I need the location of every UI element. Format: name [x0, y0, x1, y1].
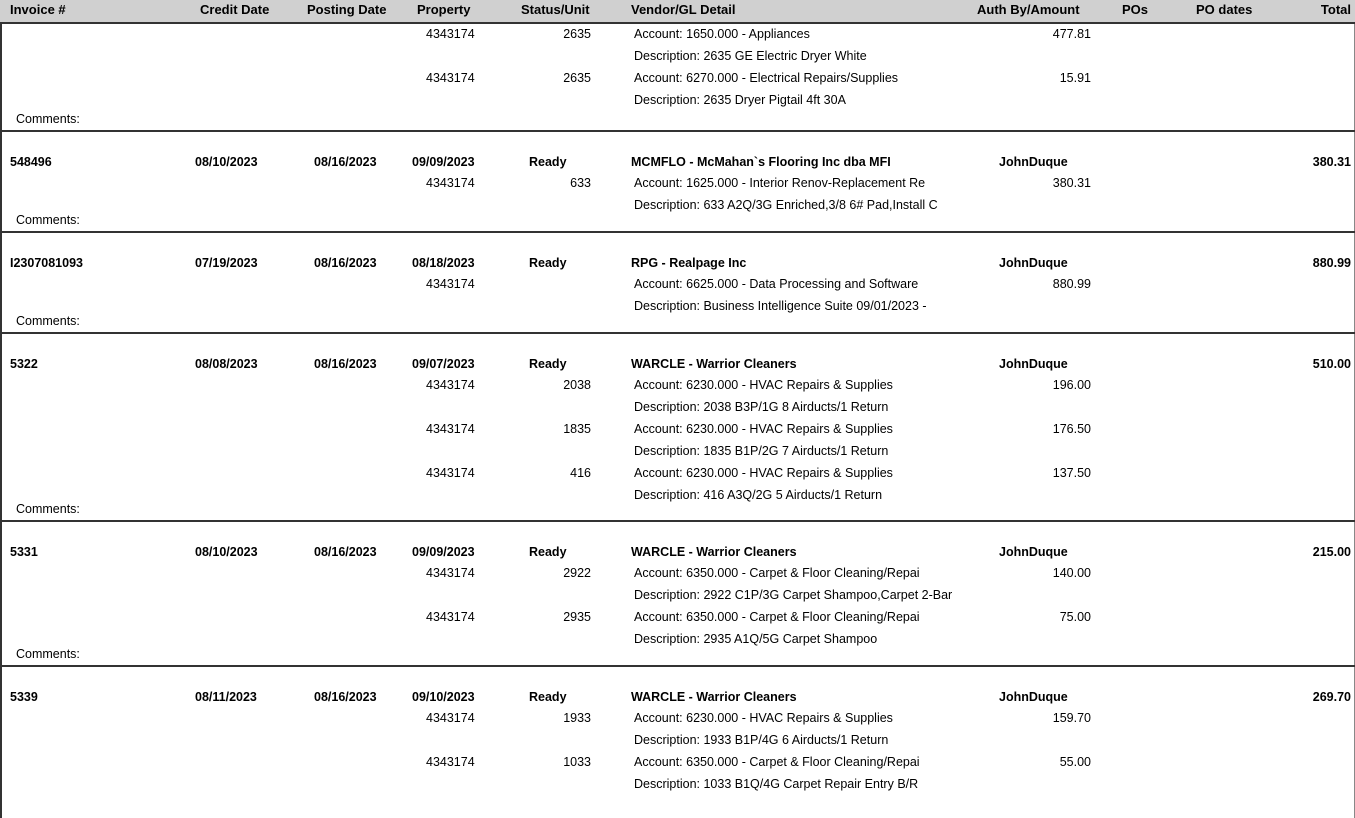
line-account: Account: 1625.000 - Interior Renov-Replacement Re	[634, 176, 926, 190]
line-account: Account: 6350.000 - Carpet & Floor Cleaning/Repai	[634, 610, 920, 624]
line-description: Description: 2922 C1P/3G Carpet Shampoo,Carpet 2-Bar	[634, 588, 953, 602]
vendor: RPG - Realpage Inc	[631, 256, 747, 270]
line-amount: 15.91	[1059, 71, 1091, 85]
status: Ready	[529, 545, 567, 559]
group-separator	[0, 231, 1355, 233]
line-description: Description: 1933 B1P/4G 6 Airducts/1 Return	[634, 733, 889, 747]
comments-label: Comments:	[16, 502, 80, 516]
line-unit: 2935	[563, 610, 591, 624]
group-separator	[0, 130, 1355, 132]
status: Ready	[529, 256, 567, 270]
invoice-number: 5339	[10, 690, 38, 704]
invoice-number: 548496	[10, 155, 52, 169]
line-unit: 2635	[563, 27, 591, 41]
line-description: Description: Business Intelligence Suite 09/01/2023 -	[634, 299, 927, 313]
line-amount: 196.00	[1052, 378, 1091, 392]
line-unit: 2038	[563, 378, 591, 392]
comments-label: Comments:	[16, 112, 80, 126]
invoice-total: 269.70	[1312, 690, 1351, 704]
col-posting-date: Posting Date	[307, 2, 387, 17]
line-description: Description: 2635 Dryer Pigtail 4ft 30A	[634, 93, 846, 107]
invoice-total: 215.00	[1312, 545, 1351, 559]
line-unit: 1835	[563, 422, 591, 436]
col-property: Property	[417, 2, 471, 17]
invoice-number: I2307081093	[10, 256, 83, 270]
line-unit: 416	[570, 466, 591, 480]
invoice-total: 880.99	[1312, 256, 1351, 270]
comments-label: Comments:	[16, 647, 80, 661]
due-date: 09/09/2023	[412, 155, 475, 169]
credit-date: 08/08/2023	[195, 357, 258, 371]
line-property: 4343174	[426, 422, 475, 436]
comments-label: Comments:	[16, 213, 80, 227]
auth-by: JohnDuque	[999, 256, 1068, 270]
line-description: Description: 2635 GE Electric Dryer White	[634, 49, 867, 63]
col-invoice: Invoice #	[10, 2, 66, 17]
line-unit: 1933	[563, 711, 591, 725]
invoice-number: 5331	[10, 545, 38, 559]
posting-date: 08/16/2023	[314, 690, 377, 704]
line-description: Description: 633 A2Q/3G Enriched,3/8 6# Pad,Install C	[634, 198, 938, 212]
line-description: Description: 2935 A1Q/5G Carpet Shampoo	[634, 632, 878, 646]
line-unit: 633	[570, 176, 591, 190]
line-unit: 1033	[563, 755, 591, 769]
line-amount: 75.00	[1059, 610, 1091, 624]
line-account: Account: 6350.000 - Carpet & Floor Cleaning/Repai	[634, 755, 920, 769]
line-amount: 380.31	[1052, 176, 1091, 190]
status: Ready	[529, 155, 567, 169]
line-unit: 2922	[563, 566, 591, 580]
column-header-bar	[0, 0, 1355, 24]
auth-by: JohnDuque	[999, 545, 1068, 559]
credit-date: 07/19/2023	[195, 256, 258, 270]
credit-date: 08/10/2023	[195, 545, 258, 559]
line-account: Account: 6625.000 - Data Processing and Software	[634, 277, 919, 291]
invoice-number: 5322	[10, 357, 38, 371]
col-po-dates: PO dates	[1196, 2, 1253, 17]
line-account: Account: 6230.000 - HVAC Repairs & Supplies	[634, 422, 893, 436]
posting-date: 08/16/2023	[314, 545, 377, 559]
due-date: 09/09/2023	[412, 545, 475, 559]
line-amount: 159.70	[1052, 711, 1091, 725]
group-separator	[0, 520, 1355, 522]
group-separator	[0, 332, 1355, 334]
status: Ready	[529, 357, 567, 371]
due-date: 09/10/2023	[412, 690, 475, 704]
line-description: Description: 2038 B3P/1G 8 Airducts/1 Return	[634, 400, 889, 414]
line-account: Account: 1650.000 - Appliances	[634, 27, 810, 41]
line-description: Description: 416 A3Q/2G 5 Airducts/1 Return	[634, 488, 883, 502]
line-property: 4343174	[426, 277, 475, 291]
col-credit-date: Credit Date	[200, 2, 270, 17]
col-status-unit: Status/Unit	[521, 2, 590, 17]
col-auth-amount: Auth By/Amount	[977, 2, 1080, 17]
auth-by: JohnDuque	[999, 357, 1068, 371]
auth-by: JohnDuque	[999, 155, 1068, 169]
vendor: WARCLE - Warrior Cleaners	[631, 690, 797, 704]
line-property: 4343174	[426, 755, 475, 769]
vendor: WARCLE - Warrior Cleaners	[631, 545, 797, 559]
posting-date: 08/16/2023	[314, 155, 377, 169]
line-amount: 137.50	[1052, 466, 1091, 480]
group-separator	[0, 665, 1355, 667]
vendor: WARCLE - Warrior Cleaners	[631, 357, 797, 371]
line-account: Account: 6270.000 - Electrical Repairs/Supplies	[634, 71, 899, 85]
comments-label: Comments:	[16, 314, 80, 328]
col-pos: POs	[1122, 2, 1149, 17]
line-property: 4343174	[426, 71, 475, 85]
posting-date: 08/16/2023	[314, 357, 377, 371]
vendor: MCMFLO - McMahan`s Flooring Inc dba MFI	[631, 155, 891, 169]
line-property: 4343174	[426, 176, 475, 190]
line-account: Account: 6230.000 - HVAC Repairs & Supplies	[634, 378, 893, 392]
line-description: Description: 1033 B1Q/4G Carpet Repair Entry B/R	[634, 777, 919, 791]
line-amount: 880.99	[1052, 277, 1091, 291]
invoice-total: 510.00	[1312, 357, 1351, 371]
line-property: 4343174	[426, 466, 475, 480]
line-property: 4343174	[426, 27, 475, 41]
line-property: 4343174	[426, 378, 475, 392]
posting-date: 08/16/2023	[314, 256, 377, 270]
line-account: Account: 6230.000 - HVAC Repairs & Supplies	[634, 711, 893, 725]
line-amount: 55.00	[1059, 755, 1091, 769]
line-unit: 2635	[563, 71, 591, 85]
col-total: Total	[1320, 2, 1351, 17]
status: Ready	[529, 690, 567, 704]
line-property: 4343174	[426, 566, 475, 580]
line-property: 4343174	[426, 711, 475, 725]
col-vendor-gl: Vendor/GL Detail	[631, 2, 736, 17]
line-account: Account: 6350.000 - Carpet & Floor Cleaning/Repai	[634, 566, 920, 580]
line-amount: 477.81	[1052, 27, 1091, 41]
line-description: Description: 1835 B1P/2G 7 Airducts/1 Return	[634, 444, 889, 458]
line-property: 4343174	[426, 610, 475, 624]
due-date: 09/07/2023	[412, 357, 475, 371]
left-border	[0, 24, 2, 818]
line-amount: 176.50	[1052, 422, 1091, 436]
line-account: Account: 6230.000 - HVAC Repairs & Supplies	[634, 466, 893, 480]
credit-date: 08/11/2023	[195, 690, 257, 704]
invoice-total: 380.31	[1312, 155, 1351, 169]
credit-date: 08/10/2023	[195, 155, 258, 169]
auth-by: JohnDuque	[999, 690, 1068, 704]
line-amount: 140.00	[1052, 566, 1091, 580]
due-date: 08/18/2023	[412, 256, 475, 270]
